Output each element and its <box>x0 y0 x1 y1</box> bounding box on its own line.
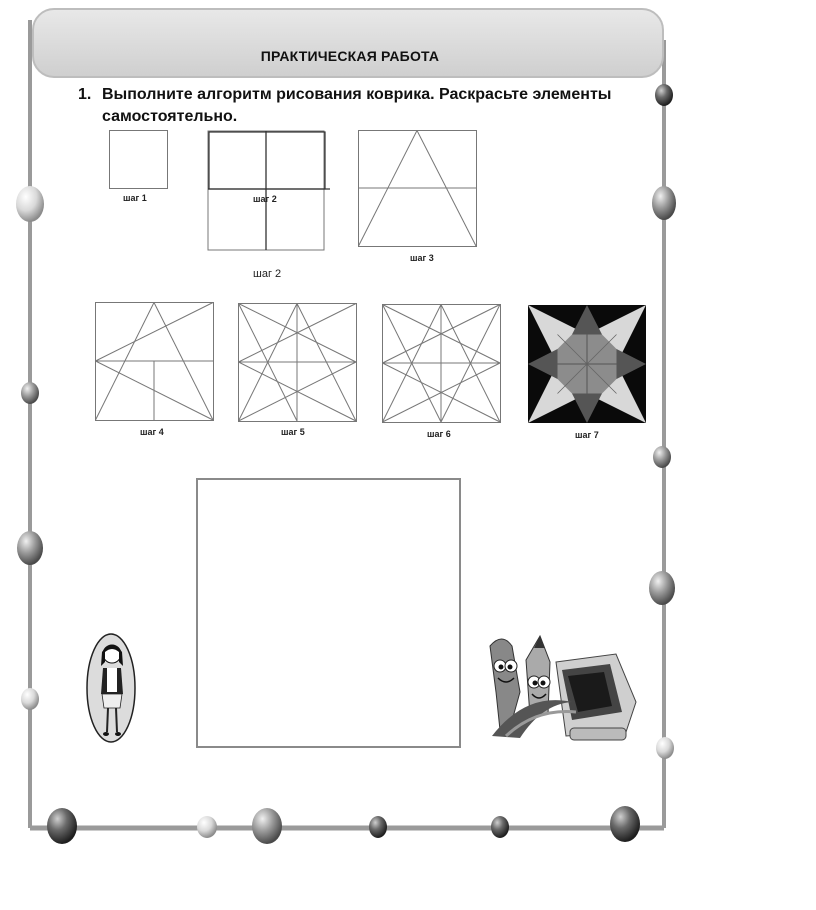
girl-icon <box>85 632 137 744</box>
task-text: Выполните алгоритм рисования коврика. Раскрасьте элементы самостоятельно. <box>102 86 612 125</box>
step6-label: шаг 6 <box>427 429 451 439</box>
step3-label: шаг 3 <box>410 253 434 263</box>
page-title: ПРАКТИЧЕСКАЯ РАБОТА <box>260 48 440 64</box>
step2-extra-label: шаг 2 <box>253 268 282 280</box>
step6-figure <box>382 304 502 424</box>
step2-label: шаг 2 <box>253 194 277 204</box>
task-number: 1. <box>78 86 92 103</box>
step7-figure <box>528 305 648 425</box>
step1-label: шаг 1 <box>123 193 147 203</box>
step3-figure <box>358 130 478 248</box>
drawing-area <box>196 478 461 748</box>
step1-figure <box>109 130 169 190</box>
step5-label: шаг 5 <box>281 427 305 437</box>
step5-figure <box>238 303 358 423</box>
step4-figure <box>95 302 215 422</box>
step2-figure <box>207 130 332 252</box>
pencil-computer-icon <box>486 632 638 744</box>
step7-label: шаг 7 <box>575 430 599 440</box>
step4-label: шаг 4 <box>140 427 164 437</box>
header-band <box>32 8 664 78</box>
